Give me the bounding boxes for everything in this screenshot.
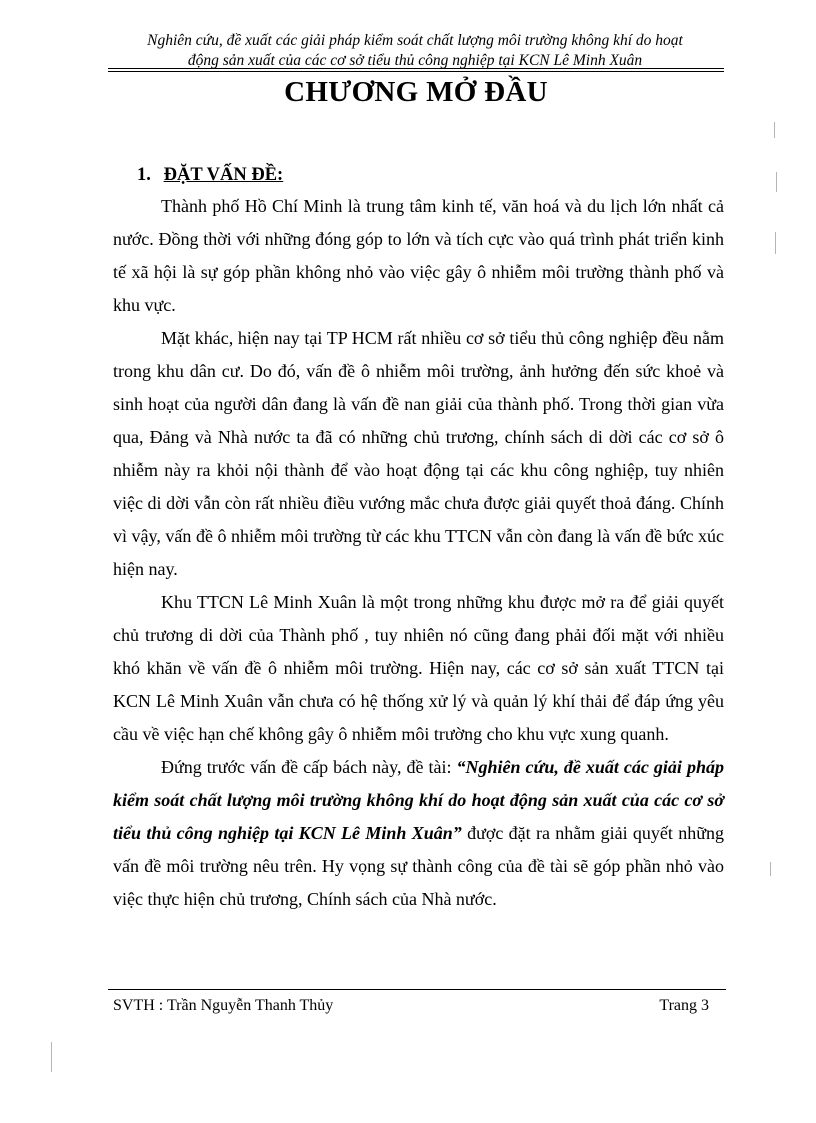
paragraph-4-intro: Đứng trước vấn đề cấp bách này, đề tài: [161, 757, 457, 777]
body-text [113, 190, 724, 916]
footer-page-number: Trang 3 [659, 997, 709, 1014]
paragraph-4-rest: được đặt ra nhằm giải quyết những vấn đề môi trường nêu trên. Hy vọng sự thành công của đề tài sẽ góp phần nhỏ vào việc thực hiện chủ trương, Chính sách của Nhà nước. [113, 823, 725, 909]
thesis-title-quote: “Nghiên cứu, đề xuất các giải pháp kiểm soát chất lượng môi trường không khí do hoạt động sản xuất của các cơ sở tiểu thủ công nghiệp tại KCN Lê Minh Xuân” [113, 757, 724, 843]
header-divider-thin [108, 71, 724, 72]
scan-artifact-mark [51, 1042, 52, 1072]
section-number: 1. [137, 165, 151, 185]
paragraph-4 [113, 751, 724, 916]
paragraph-3: Khu TTCN Lê Minh Xuân là một trong những khu được mở ra để giải quyết chủ trương di dời của Thành phố , tuy nhiên nó cũng đang phải đối mặt với nhiều khó khăn về vấn đề ô nhiễm môi trường. Hiện nay, các cơ sở sản xuất TTCN tại KCN Lê Minh Xuân vẫn chưa có hệ thống xử lý và quản lý khí thải để đáp ứng yêu cầu về việc hạn chế không gây ô nhiễm môi trường cho khu vực xung quanh. [113, 592, 724, 744]
scan-artifact-mark [775, 232, 776, 254]
header-divider-thick [108, 68, 724, 69]
chapter-title: CHƯƠNG MỞ ĐẦU [284, 76, 548, 108]
scan-artifact-mark [776, 172, 777, 192]
section-heading [137, 163, 283, 187]
scan-artifact-mark [770, 862, 771, 876]
scan-artifact-mark [774, 122, 775, 138]
footer-author: SVTH : Trần Nguyễn Thanh Thủy [113, 997, 334, 1014]
running-header-line-1: Nghiên cứu, đề xuất các giải pháp kiểm soát chất lượng môi trường không khí do hoạt [147, 32, 683, 49]
footer-divider [108, 989, 726, 990]
paragraph-2: Mặt khác, hiện nay tại TP HCM rất nhiều cơ sở tiểu thủ công nghiệp đều nằm trong khu dân cư. Do đó, vấn đề ô nhiễm môi trường, ảnh hưởng đến sức khoẻ và sinh hoạt của người dân đang là vấn đề nan giải của thành phố. Trong thời gian vừa qua, Đảng và Nhà nước ta đã có những chủ trương, chính sách di dời các cơ sở ô nhiễm này ra khỏi nội thành để vào hoạt động tại các khu công nghiệp, tuy nhiên việc di dời vẫn còn rất nhiều điều vướng mắc chưa được giải quyết thoả đáng. Chính vì vậy, vấn đề ô nhiễm môi trường từ các khu TTCN vẫn còn đang là vấn đề bức xúc hiện nay. [113, 328, 724, 579]
running-header-line-2: động sản xuất của các cơ sở tiểu thủ công nghiệp tại KCN Lê Minh Xuân [187, 52, 643, 69]
paragraph-1: Thành phố Hồ Chí Minh là trung tâm kinh tế, văn hoá và du lịch lớn nhất cả nước. Đồng thời với những đóng góp to lớn và tích cực vào quá trình phát triển kinh tế xã hội là sự góp phần không nhỏ vào việc gây ô nhiễm môi trường thành phố và khu vực. [113, 196, 724, 315]
running-header [100, 31, 730, 71]
section-title: ĐẶT VẤN ĐỀ: [163, 165, 284, 185]
